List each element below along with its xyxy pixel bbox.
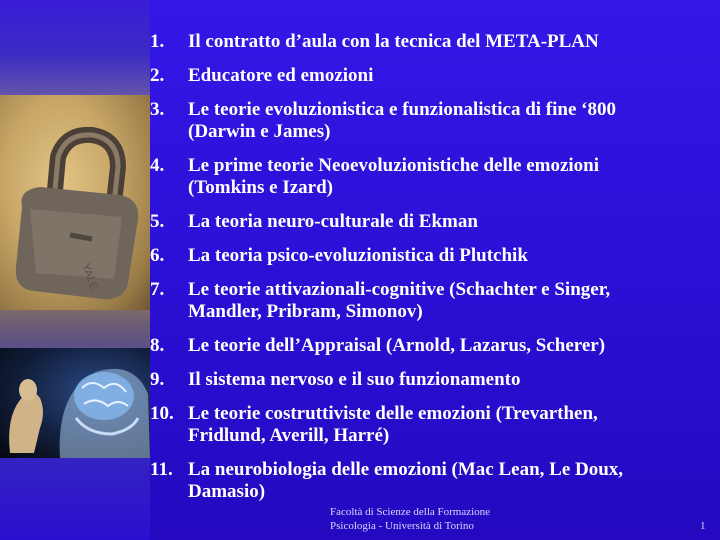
item-text: La teoria psico-evoluzionistica di Plutchik	[188, 245, 528, 266]
svg-text:YALE: YALE	[79, 261, 100, 292]
item-text: Educatore ed emozioni	[188, 65, 374, 86]
item-number: 1.	[150, 31, 165, 52]
item-number: 9.	[150, 369, 165, 390]
list-item	[150, 155, 720, 199]
item-text: La teoria neuro-culturale di Ekman	[188, 211, 478, 232]
padlock-icon	[0, 95, 150, 310]
list-item	[150, 459, 720, 503]
item-text: Il contratto d’aula con la tecnica del META-PLAN	[188, 31, 599, 52]
item-number: 4.	[150, 155, 165, 176]
list-item	[150, 335, 720, 357]
item-text-continued: (Tomkins e Izard)	[188, 177, 333, 198]
item-text: Le teorie dell’Appraisal (Arnold, Lazarus, Scherer)	[188, 335, 606, 356]
item-number: 2.	[150, 65, 165, 86]
item-text: Le teorie costruttiviste delle emozioni (Trevarthen,	[188, 403, 598, 424]
item-text-continued: Fridlund, Averill, Harré)	[188, 425, 390, 446]
item-text: Le teorie attivazionali-cognitive (Schachter e Singer,	[188, 279, 611, 300]
item-number: 8.	[150, 335, 165, 356]
slide-footer	[330, 505, 530, 533]
list-item	[150, 403, 720, 447]
item-text: Le prime teorie Neoevoluzionistiche delle emozioni	[188, 155, 600, 176]
slide-number: 1	[700, 520, 706, 532]
topic-list	[150, 31, 720, 515]
item-number: 5.	[150, 211, 165, 232]
list-item	[150, 279, 720, 323]
item-number: 11.	[150, 459, 173, 480]
list-item	[150, 31, 720, 53]
item-number: 6.	[150, 245, 165, 266]
item-number: 3.	[150, 99, 165, 120]
footer-line: Psicologia - Università di Torino	[330, 520, 474, 532]
list-item	[150, 369, 720, 391]
item-text: Il sistema nervoso e il suo funzionamento	[188, 369, 521, 390]
item-text-continued: (Darwin e James)	[188, 121, 331, 142]
item-number: 7.	[150, 279, 165, 300]
list-item	[150, 65, 720, 87]
list-item	[150, 245, 720, 267]
brain-icon	[0, 348, 150, 458]
list-item	[150, 211, 720, 233]
item-text-continued: Mandler, Pribram, Simonov)	[188, 301, 423, 322]
item-text: Le teorie evoluzionistica e funzionalistica di fine ‘800	[188, 99, 616, 120]
item-number: 10.	[150, 403, 174, 424]
list-item	[150, 99, 720, 143]
footer-line: Facoltà di Scienze della Formazione	[330, 506, 491, 518]
padlock-picture	[0, 95, 150, 310]
brain-illustration	[0, 348, 150, 458]
item-text-continued: Damasio)	[188, 481, 266, 502]
item-text: La neurobiologia delle emozioni (Mac Lean, Le Doux,	[188, 459, 624, 480]
